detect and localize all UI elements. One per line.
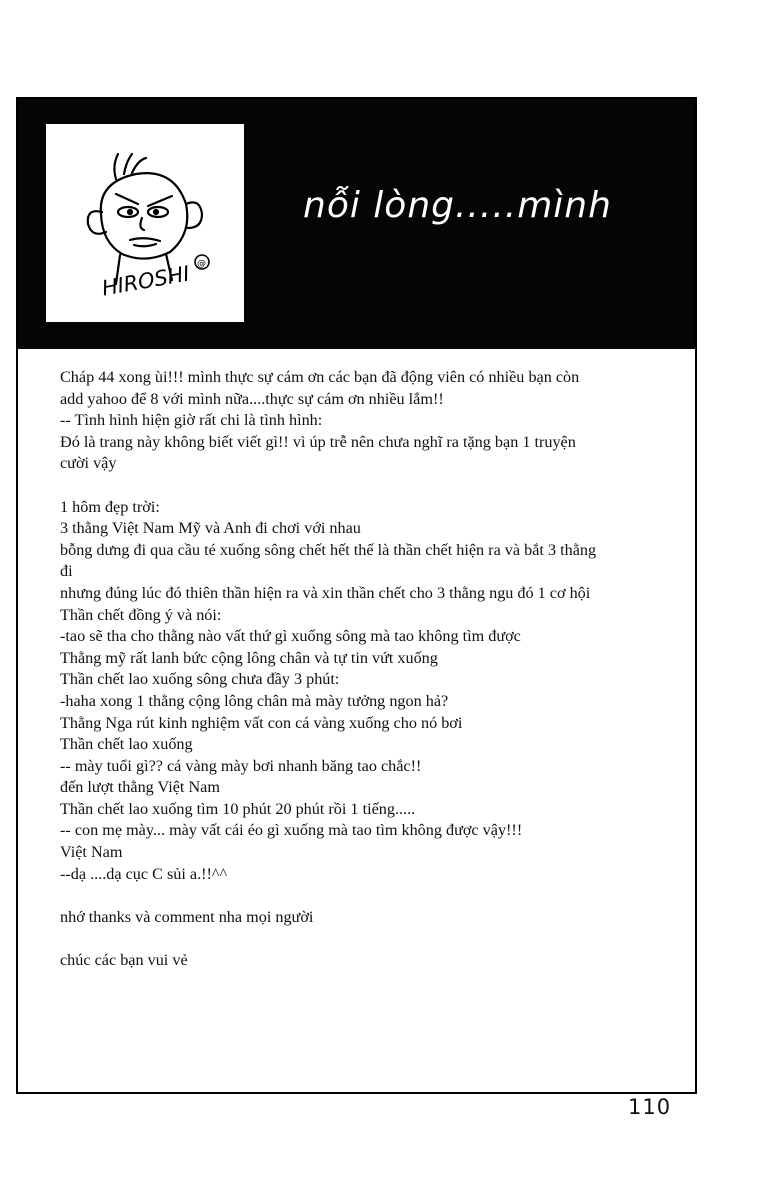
paragraph: nhớ thanks và comment nha mọi người xyxy=(60,907,314,926)
page-frame xyxy=(16,97,697,1094)
page-title: nỗi lòng.....mình xyxy=(303,185,612,226)
paragraph: Cháp 44 xong ùi!!! mình thực sự cám ơn các bạn đã động viên có nhiều bạn còn add yahoo để 8 với mình nữa....thực sự cám ơn nhiều lắm!! -- Tình hình hiện giờ rất chi là tình hình: Đó là trang này không biết viết gì!! vì úp trễ nên chưa nghĩ ra tặng bạn 1 truyện cười vậy xyxy=(60,368,580,473)
page-number: 110 xyxy=(628,1095,672,1119)
paragraph xyxy=(60,928,685,950)
svg-text:@: @ xyxy=(197,259,206,269)
header-banner xyxy=(18,99,695,349)
avatar-sketch xyxy=(46,124,244,322)
body-text xyxy=(60,367,685,972)
hiroshi-face-icon xyxy=(46,124,244,322)
svg-text:HIROSHI: HIROSHI xyxy=(100,261,192,301)
paragraph xyxy=(60,885,685,907)
paragraph: chúc các bạn vui vẻ xyxy=(60,951,188,970)
paragraph xyxy=(60,475,685,497)
paragraph: 1 hôm đẹp trời: 3 thằng Việt Nam Mỹ và Anh đi chơi với nhau bỗng dưng đi qua cầu té xuống sông chết hết thế là thần chết hiện ra và bắt 3 thằng đi nhưng đúng lúc đó thiên thần hiện ra và xin thần chết cho 3 thằng ngu đó 1 cơ hội Thần chết đồng ý và nói: -tao sẽ tha cho thằng nào vất thứ gì xuống sông mà tao không tìm được Thằng mỹ rất lanh bức cộng lông chân và tự tin vứt xuống Thần chết lao xuống sông chưa đầy 3 phút: -haha xong 1 thằng cộng lông chân mà mày tưởng ngon hả? Thằng Nga rút kinh nghiệm vất con cá vàng xuống cho nó bơi Thần chết lao xuống -- mày tuổi gì?? cá vàng mày bơi nhanh băng tao chắc!! đến lượt thằng Việt Nam Thần chết lao xuống tìm 10 phút 20 phút rồi 1 tiếng..... -- con mẹ mày... mày vất cái éo gì xuống mà tao tìm không được vậy!!! Việt Nam --dạ ....dạ cục C sủi a.!!^^ xyxy=(60,497,597,883)
